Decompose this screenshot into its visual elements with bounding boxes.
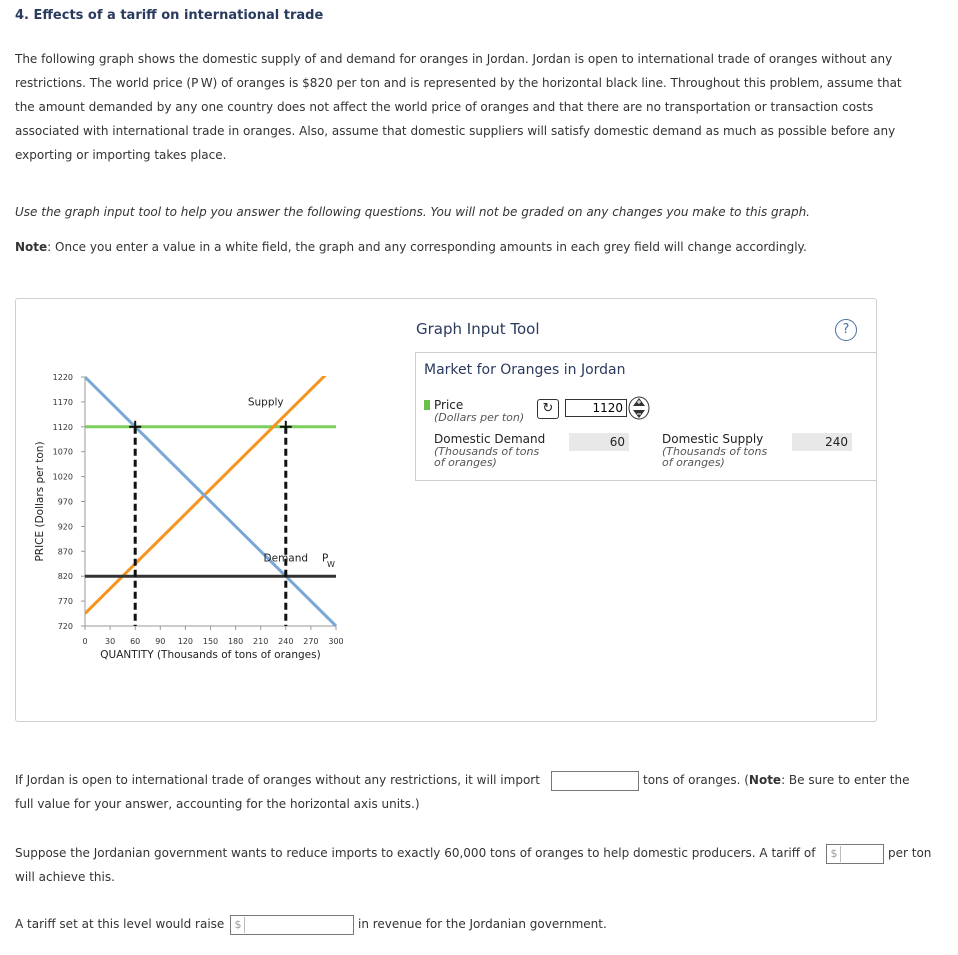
y-tick-label: 1120 <box>52 422 73 432</box>
y-tick-label: 1170 <box>52 397 73 407</box>
x-tick-label: 180 <box>227 637 244 646</box>
intro-line: exporting or importing takes place. <box>15 148 227 162</box>
x-axis-label: QUANTITY (Thousands of tons of oranges) <box>100 649 321 661</box>
note-label: Note <box>15 240 48 254</box>
price-swatch <box>424 400 430 410</box>
q1-tail <box>643 773 909 787</box>
q1-text: If Jordan is open to international trade of oranges without any restrictions, it will import <box>15 773 540 787</box>
x-tick-label: 210 <box>253 637 269 646</box>
demand-label <box>434 433 545 468</box>
chart[interactable] <box>17 300 397 680</box>
q1-tail-rest: : Be sure to enter the <box>781 773 910 787</box>
supply-label-text: Domestic Supply <box>662 432 764 446</box>
intro-line: The following graph shows the domestic supply of and demand for oranges in Jordan. Jordan is open to international trade of oranges without any <box>15 52 893 66</box>
q1-line2: full value for your answer, accounting for the horizontal axis units.) <box>15 797 420 811</box>
demand-label: Demand <box>263 552 309 565</box>
supply-label <box>662 433 767 468</box>
note-body: : Once you enter a value in a white field, the graph and any corresponding amounts in each grey field will change accordingly. <box>47 240 807 254</box>
price-sub: (Dollars per ton) <box>434 411 525 424</box>
demand-sub: (Thousands of tons <box>434 445 540 458</box>
price-label-text: Price <box>434 398 464 412</box>
tariff-input[interactable] <box>826 844 884 864</box>
y-tick-label: 920 <box>57 522 73 532</box>
note-text <box>15 240 807 254</box>
intro-line: the amount demanded by any one country does not affect the world price of oranges and that there are no transportation or transaction costs <box>15 100 874 114</box>
q3-tail: in revenue for the Jordanian government. <box>358 917 607 931</box>
y-tick-label: 970 <box>57 497 73 507</box>
x-tick-label: 90 <box>155 637 166 646</box>
q2-tail: per ton <box>888 846 932 860</box>
demand-label-text: Domestic Demand <box>434 432 546 446</box>
import-quantity-input[interactable] <box>551 771 639 791</box>
q1-tail-text: tons of oranges. ( <box>643 773 749 787</box>
supply-sub: of oranges) <box>662 456 725 469</box>
question-title: 4. Effects of a tariff on international trade <box>15 8 324 23</box>
graph-input-tool-title: Graph Input Tool <box>416 320 540 338</box>
intro-line: associated with international trade in oranges. Also, assume that domestic suppliers will satisfy domestic demand as much as possible before any <box>15 124 896 138</box>
price-label <box>424 399 524 423</box>
graph-instruction: Use the graph input tool to help you answer the following questions. You will not be graded on any changes you make to this graph. <box>15 205 810 219</box>
q1-note-label: Note <box>748 773 782 787</box>
x-tick-label: 240 <box>278 637 294 646</box>
y-tick-label: 1220 <box>52 373 73 382</box>
supply-sub: (Thousands of tons <box>662 445 768 458</box>
reset-icon[interactable]: ↻ <box>537 399 559 419</box>
price-input[interactable] <box>565 399 627 417</box>
q2-text: Suppose the Jordanian government wants to reduce imports to exactly 60,000 tons of oranges to help domestic producers. A tariff of <box>15 846 816 860</box>
y-tick-label: 720 <box>57 622 73 631</box>
y-tick-label: 870 <box>57 547 73 557</box>
y-tick-label: 820 <box>57 572 73 582</box>
demand-curve <box>85 377 336 626</box>
x-tick-label: 60 <box>130 637 141 646</box>
x-tick-label: 300 <box>328 637 344 646</box>
q3-text: A tariff set at this level would raise <box>15 917 225 931</box>
y-tick-label: 1070 <box>52 447 73 457</box>
world-price-label: P <box>321 552 329 565</box>
dollar-sign: $ <box>828 846 841 862</box>
price-spinner[interactable] <box>628 396 650 420</box>
x-tick-label: 120 <box>177 637 194 646</box>
x-tick-label: 0 <box>82 637 88 646</box>
y-tick-label: 1020 <box>52 472 73 482</box>
x-tick-label: 30 <box>105 637 116 646</box>
intro-paragraph <box>15 47 915 167</box>
revenue-input[interactable] <box>230 915 354 935</box>
demand-sub: of oranges) <box>434 456 497 469</box>
supply-label: Supply <box>247 396 284 409</box>
chart-svg[interactable] <box>17 300 397 680</box>
x-tick-label: 150 <box>202 637 219 646</box>
world-price-sub: W <box>327 560 335 570</box>
y-axis-label: PRICE (Dollars per ton) <box>34 441 46 562</box>
demand-value: 60 <box>569 433 629 451</box>
help-icon[interactable]: ? <box>835 319 857 341</box>
y-tick-label: 770 <box>57 597 73 607</box>
q2-line2: will achieve this. <box>15 870 115 884</box>
x-tick-label: 270 <box>303 637 319 646</box>
intro-line: restrictions. The world price (P W) of oranges is $820 per ton and is represented by the horizontal black line. Throughout this problem, assume that <box>15 76 902 90</box>
supply-value: 240 <box>792 433 852 451</box>
market-title: Market for Oranges in Jordan <box>424 362 626 378</box>
dollar-sign: $ <box>232 917 245 933</box>
